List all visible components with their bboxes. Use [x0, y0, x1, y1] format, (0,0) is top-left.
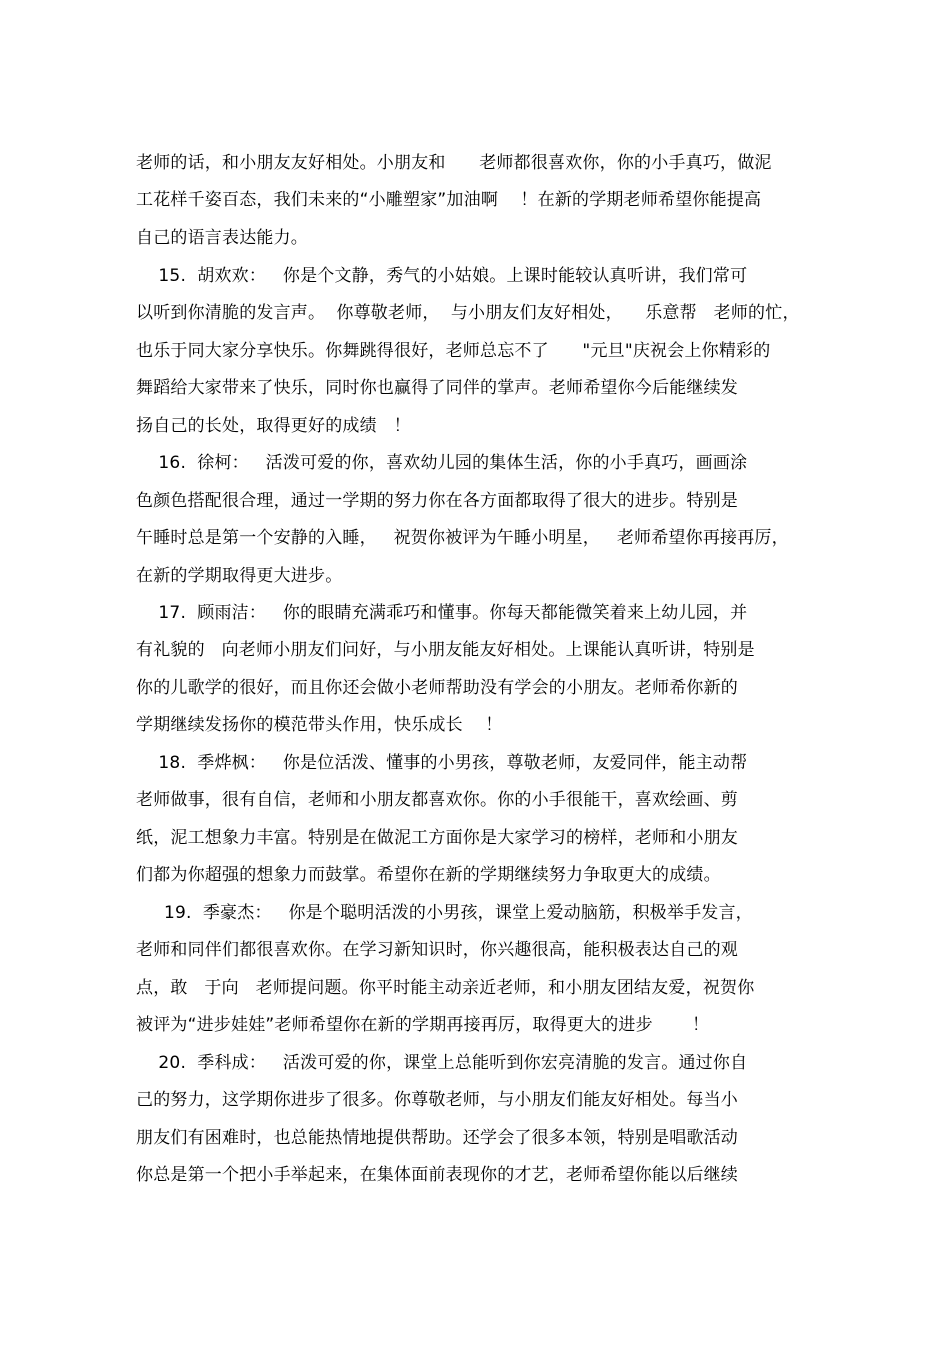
text-line: 你总是第一个把小手举起来，在集体面前表现你的才艺，老师希望你能以后继续: [136, 1165, 738, 1185]
text-line: 老师和同伴们都很喜欢你。在学习新知识时，你兴趣很高，能积极表达自己的观: [136, 940, 738, 960]
text-line: 午睡时总是第一个安静的入睡， 祝贺你被评为午睡小明星， 老师希望你再接再厉，: [136, 528, 789, 548]
text-line: 老师的话，和小朋友友好相处。小朋友和 老师都很喜欢你，你的小手真巧，做泥: [136, 153, 772, 173]
text-line: 自己的语言表达能力。: [136, 228, 308, 248]
text-line: 有礼貌的 向老师小朋友们问好，与小朋友能友好相处。上课能认真听讲，特别是: [136, 640, 755, 660]
text-line: 点，敢 于向 老师提问题。你平时能主动亲近老师，和小朋友团结友爱，祝贺你: [136, 978, 755, 998]
text-line: 们都为你超强的想象力而鼓掌。希望你在新的学期继续努力争取更大的成绩。: [136, 865, 721, 885]
text-line: 被评为“进步娃娃”老师希望你在新的学期再接再厉，取得更大的进步 ！: [136, 1015, 710, 1035]
text-line: 16. 徐柯： 活泼可爱的你，喜欢幼儿园的集体生活，你的小手真巧，画画涂: [136, 453, 748, 473]
text-line: 17. 顾雨洁： 你的眼睛充满乖巧和懂事。你每天都能微笑着来上幼儿园，并: [136, 603, 748, 623]
text-line: 朋友们有困难时，也总能热情地提供帮助。还学会了很多本领，特别是唱歌活动: [136, 1128, 738, 1148]
text-line: 18. 季烨枫： 你是位活泼、懂事的小男孩，尊敬老师，友爱同伴，能主动帮: [136, 753, 748, 773]
text-line: 20. 季科成： 活泼可爱的你，课堂上总能听到你宏亮清脆的发言。通过你自: [136, 1053, 748, 1073]
text-line: 在新的学期取得更大进步。: [136, 566, 343, 586]
text-line: 15. 胡欢欢： 你是个文静，秀气的小姑娘。上课时能较认真听讲，我们常可: [136, 266, 748, 286]
text-line: 己的努力，这学期你进步了很多。你尊敬老师，与小朋友们能友好相处。每当小: [136, 1090, 738, 1110]
text-line: 学期继续发扬你的模范带头作用，快乐成长 ！: [136, 715, 503, 735]
text-line: 19. 季豪杰： 你是个聪明活泼的小男孩，课堂上爱动脑筋，积极举手发言，: [136, 903, 753, 923]
text-line: 老师做事，很有自信，老师和小朋友都喜欢你。你的小手很能干，喜欢绘画、剪: [136, 790, 738, 810]
text-line: 舞蹈给大家带来了快乐，同时你也赢得了同伴的掌声。老师希望你今后能继续发: [136, 378, 738, 398]
text-line: 工花样千姿百态，我们未来的“小雕塑家”加油啊 ！在新的学期老师希望你能提高: [136, 190, 762, 210]
text-line: 扬自己的长处，取得更好的成绩 ！: [136, 416, 411, 436]
text-line: 你的儿歌学的很好，而且你还会做小老师帮助没有学会的小朋友。老师希你新的: [136, 678, 738, 698]
text-line: 纸，泥工想象力丰富。特别是在做泥工方面你是大家学习的榜样，老师和小朋友: [136, 828, 738, 848]
text-line: 也乐于同大家分享快乐。你舞跳得很好，老师总忘不了 "元旦"庆祝会上你精彩的: [136, 341, 771, 361]
text-line: 色颜色搭配很合理，通过一学期的努力你在各方面都取得了很大的进步。特别是: [136, 491, 738, 511]
text-line: 以听到你清脆的发言声。 你尊敬老师， 与小朋友们友好相处， 乐意帮 老师的忙，: [136, 303, 800, 323]
